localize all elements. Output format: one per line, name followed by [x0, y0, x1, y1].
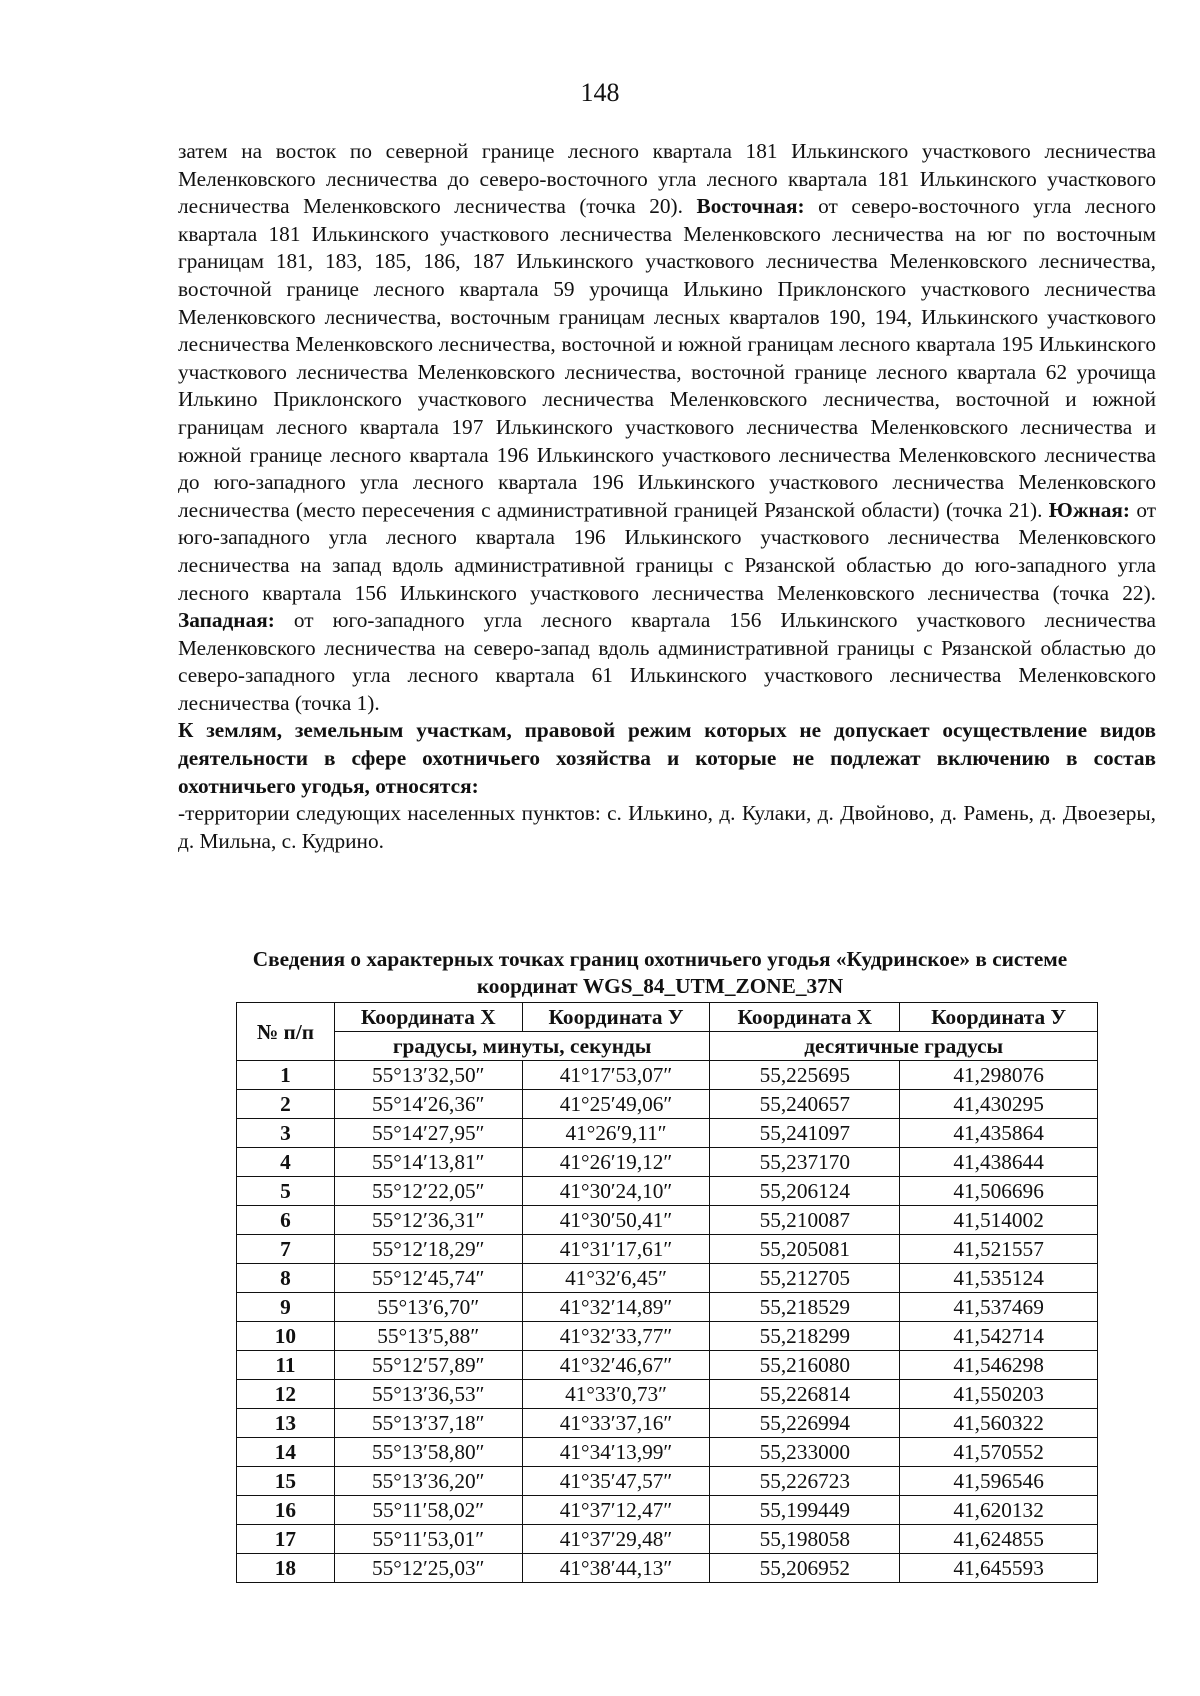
header-decimal-units: десятичные градусы: [710, 1032, 1098, 1061]
table-row: [237, 1061, 1098, 1090]
cell-number: 1: [237, 1061, 335, 1090]
cell-lon-decimal: 41,620132: [900, 1496, 1098, 1525]
table-row: [237, 1322, 1098, 1351]
cell-lat-decimal: 55,216080: [710, 1351, 900, 1380]
cell-lat-decimal: 55,237170: [710, 1148, 900, 1177]
boundary-text-south: от юго-западного угла лесного квартала 196 Илькинского участкового лесничества Меленковского лесничества на запад вдоль административной границы с Рязанской областью до юго-западного угла лесного квартала 156 Илькинского участкового лесничества Меленковского лесничества (точка 22).: [178, 497, 1156, 605]
table-row: [237, 1380, 1098, 1409]
cell-lon-dms: 41°26′19,12″: [522, 1148, 710, 1177]
table-row: [237, 1467, 1098, 1496]
cell-lat-dms: 55°13′58,80″: [334, 1438, 522, 1467]
cell-lat-decimal: 55,218529: [710, 1293, 900, 1322]
cell-lat-dms: 55°11′53,01″: [334, 1525, 522, 1554]
table-row: [237, 1525, 1098, 1554]
cell-number: 12: [237, 1380, 335, 1409]
table-row: [237, 1554, 1098, 1583]
cell-lat-decimal: 55,210087: [710, 1206, 900, 1235]
cell-lat-decimal: 55,225695: [710, 1061, 900, 1090]
cell-lon-decimal: 41,560322: [900, 1409, 1098, 1438]
cell-lat-decimal: 55,199449: [710, 1496, 900, 1525]
cell-lon-decimal: 41,570552: [900, 1438, 1098, 1467]
cell-lon-decimal: 41,506696: [900, 1177, 1098, 1206]
cell-number: 15: [237, 1467, 335, 1496]
excluded-lands-heading: К землям, земельным участкам, правовой режим которых не допускает осуществление видов деятельности в сфере охотничьего хозяйства и которые не подлежат включению в состав охотничьего угодья, относятся:: [178, 718, 1156, 798]
boundary-text-west: от юго-западного угла лесного квартала 156 Илькинского участкового лесничества Меленковского лесничества на северо-запад вдоль административной границы с Рязанской областью до северо-западного угла лесного квартала 61 Илькинского участкового лесничества Меленковского лесничества (точка 1).: [178, 608, 1156, 715]
cell-lon-decimal: 41,521557: [900, 1235, 1098, 1264]
cell-lon-dms: 41°33′37,16″: [522, 1409, 710, 1438]
table-row: [237, 1264, 1098, 1293]
cell-number: 14: [237, 1438, 335, 1467]
cell-lat-decimal: 55,206952: [710, 1554, 900, 1583]
cell-number: 8: [237, 1264, 335, 1293]
cell-lat-decimal: 55,206124: [710, 1177, 900, 1206]
table-row: [237, 1496, 1098, 1525]
table-caption-line1: Сведения о характерных точках границ охотничьего угодья «Кудринское» в системе: [252, 947, 1068, 971]
cell-lat-decimal: 55,226994: [710, 1409, 900, 1438]
cell-lon-dms: 41°30′24,10″: [522, 1177, 710, 1206]
cell-lat-dms: 55°13′32,50″: [334, 1061, 522, 1090]
body-text: [178, 138, 1156, 855]
table-row: [237, 1148, 1098, 1177]
cell-lat-decimal: 55,233000: [710, 1438, 900, 1467]
cell-lat-dms: 55°14′27,95″: [334, 1119, 522, 1148]
cell-lat-dms: 55°12′22,05″: [334, 1177, 522, 1206]
cell-number: 9: [237, 1293, 335, 1322]
cell-lat-dms: 55°13′36,20″: [334, 1467, 522, 1496]
cell-lon-decimal: 41,645593: [900, 1554, 1098, 1583]
cell-lon-decimal: 41,535124: [900, 1264, 1098, 1293]
cell-lon-dms: 41°32′14,89″: [522, 1293, 710, 1322]
cell-lat-dms: 55°12′45,74″: [334, 1264, 522, 1293]
cell-lon-decimal: 41,298076: [900, 1061, 1098, 1090]
cell-number: 10: [237, 1322, 335, 1351]
cell-number: 4: [237, 1148, 335, 1177]
cell-lon-dms: 41°37′12,47″: [522, 1496, 710, 1525]
table-row: [237, 1206, 1098, 1235]
cell-number: 16: [237, 1496, 335, 1525]
cell-lon-dms: 41°25′49,06″: [522, 1090, 710, 1119]
cell-number: 13: [237, 1409, 335, 1438]
cell-number: 2: [237, 1090, 335, 1119]
header-number: № п/п: [237, 1003, 335, 1061]
cell-lon-decimal: 41,438644: [900, 1148, 1098, 1177]
table-row: [237, 1119, 1098, 1148]
cell-lon-dms: 41°37′29,48″: [522, 1525, 710, 1554]
cell-lon-dms: 41°33′0,73″: [522, 1380, 710, 1409]
header-coord-y-dms: Координата У: [522, 1003, 710, 1032]
cell-lon-dms: 41°32′33,77″: [522, 1322, 710, 1351]
settlements-list: -территории следующих населенных пунктов: с. Илькино, д. Кулаки, д. Двойново, д. Рамень, д. Двоезеры, д. Мильна, с. Кудрино.: [178, 801, 1156, 853]
cell-lon-decimal: 41,550203: [900, 1380, 1098, 1409]
cell-lon-decimal: 41,624855: [900, 1525, 1098, 1554]
cell-lon-dms: 41°26′9,11″: [522, 1119, 710, 1148]
cell-number: 11: [237, 1351, 335, 1380]
cell-lon-decimal: 41,546298: [900, 1351, 1098, 1380]
cell-lat-dms: 55°13′5,88″: [334, 1322, 522, 1351]
cell-lat-decimal: 55,198058: [710, 1525, 900, 1554]
heading-west: Западная:: [178, 608, 275, 633]
cell-lat-dms: 55°12′25,03″: [334, 1554, 522, 1583]
cell-lon-dms: 41°35′47,57″: [522, 1467, 710, 1496]
table-row: [237, 1293, 1098, 1322]
cell-lat-decimal: 55,212705: [710, 1264, 900, 1293]
cell-number: 3: [237, 1119, 335, 1148]
cell-lon-decimal: 41,596546: [900, 1467, 1098, 1496]
cell-lat-dms: 55°13′6,70″: [334, 1293, 522, 1322]
cell-number: 6: [237, 1206, 335, 1235]
table-row: [237, 1090, 1098, 1119]
heading-east: Восточная:: [696, 194, 805, 219]
cell-lon-dms: 41°32′46,67″: [522, 1351, 710, 1380]
cell-lat-dms: 55°13′36,53″: [334, 1380, 522, 1409]
cell-lat-dms: 55°12′18,29″: [334, 1235, 522, 1264]
cell-lat-dms: 55°13′37,18″: [334, 1409, 522, 1438]
cell-lat-dms: 55°14′26,36″: [334, 1090, 522, 1119]
cell-lat-decimal: 55,241097: [710, 1119, 900, 1148]
cell-lat-dms: 55°14′13,81″: [334, 1148, 522, 1177]
cell-lat-decimal: 55,205081: [710, 1235, 900, 1264]
cell-number: 17: [237, 1525, 335, 1554]
table-row: [237, 1177, 1098, 1206]
table-row: [237, 1409, 1098, 1438]
cell-number: 7: [237, 1235, 335, 1264]
coordinates-table: [236, 1002, 1098, 1583]
page-number: 148: [580, 78, 620, 107]
header-coord-x-dms: Координата X: [334, 1003, 522, 1032]
boundary-text-east: от северо-восточного угла лесного квартала 181 Илькинского участкового лесничества Меленковского лесничества на юг по восточным границам 181, 183, 185, 186, 187 Илькинского участкового лесничества Меленковского лесничества, восточной границе лесного квартала 59 урочища Илькино Приклонского участкового лесничества Меленковского лесничества, восточным границам лесных кварталов 190, 194, Илькинского участкового лесничества Меленковского лесничества, восточной и южной границам лесного квартала 195 Илькинского участкового лесничества Меленковского лесничества, восточной границе лесного квартала 62 урочища Илькино Приклонского участкового лесничества Меленковского лесничества, восточной и южной границам лесного квартала 197 Илькинского участкового лесничества Меленковского лесничества и южной границе лесного квартала 196 Илькинского участкового лесничества Меленковского лесничества до юго-западного угла лесного квартала 196 Илькинского участкового лесничества Меленковского лесничества (место пересечения с административной границей Рязанской области) (точка 21).: [178, 194, 1156, 522]
table-row: [237, 1351, 1098, 1380]
header-coord-x-decimal: Координата X: [710, 1003, 900, 1032]
cell-lat-dms: 55°12′36,31″: [334, 1206, 522, 1235]
cell-lon-dms: 41°31′17,61″: [522, 1235, 710, 1264]
header-dms-units: градусы, минуты, секунды: [334, 1032, 710, 1061]
cell-lon-decimal: 41,514002: [900, 1206, 1098, 1235]
cell-number: 18: [237, 1554, 335, 1583]
cell-lon-dms: 41°17′53,07″: [522, 1061, 710, 1090]
cell-lat-dms: 55°12′57,89″: [334, 1351, 522, 1380]
cell-lon-decimal: 41,435864: [900, 1119, 1098, 1148]
coordinates-table-body: [237, 1061, 1098, 1583]
table-row: [237, 1235, 1098, 1264]
cell-lon-decimal: 41,430295: [900, 1090, 1098, 1119]
cell-lon-dms: 41°32′6,45″: [522, 1264, 710, 1293]
cell-lat-decimal: 55,218299: [710, 1322, 900, 1351]
cell-lat-decimal: 55,240657: [710, 1090, 900, 1119]
boundary-text-north: затем на восток по северной границе лесного квартала 181 Илькинского участкового лесничества Меленковского лесничества до северо-восточного угла лесного квартала 181 Илькинского участкового лесничества Меленковского лесничества (точка 20).: [178, 139, 1156, 219]
cell-lon-dms: 41°38′44,13″: [522, 1554, 710, 1583]
boundary-description: [178, 138, 1156, 717]
cell-lon-decimal: 41,537469: [900, 1293, 1098, 1322]
cell-lon-decimal: 41,542714: [900, 1322, 1098, 1351]
header-coord-y-decimal: Координата У: [900, 1003, 1098, 1032]
cell-lat-decimal: 55,226723: [710, 1467, 900, 1496]
table-row: [237, 1438, 1098, 1467]
table-caption-line2: координат WGS_84_UTM_ZONE_37N: [476, 974, 844, 998]
cell-lat-decimal: 55,226814: [710, 1380, 900, 1409]
cell-lon-dms: 41°34′13,99″: [522, 1438, 710, 1467]
heading-south: Южная:: [1048, 497, 1130, 522]
table-caption: [170, 946, 1150, 1000]
cell-lon-dms: 41°30′50,41″: [522, 1206, 710, 1235]
cell-lat-dms: 55°11′58,02″: [334, 1496, 522, 1525]
cell-number: 5: [237, 1177, 335, 1206]
